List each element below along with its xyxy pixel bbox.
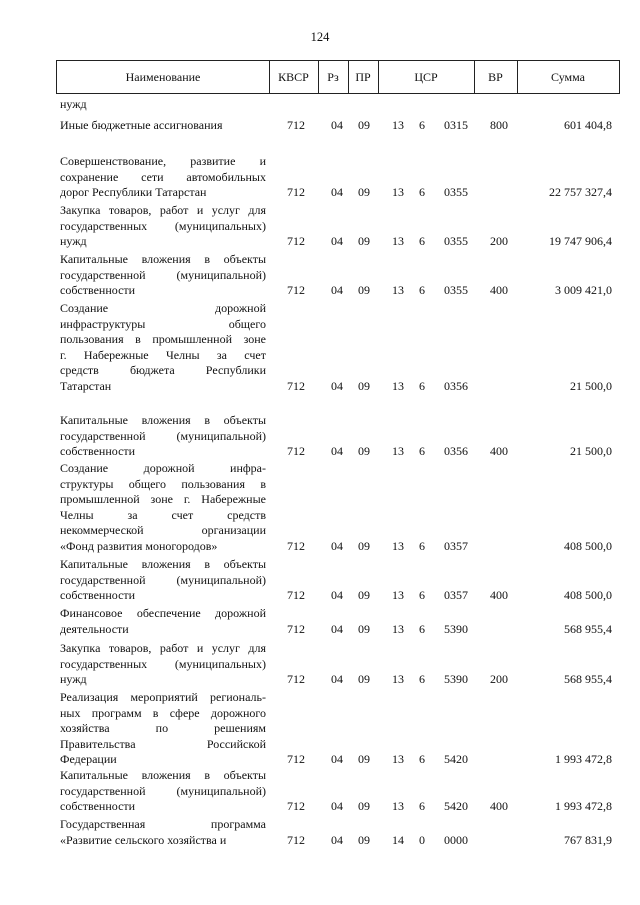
row-name-line: некоммерческой организации [60, 523, 266, 537]
row-pr: 09 [358, 185, 370, 199]
row-name-line: Государственная программа [60, 817, 266, 831]
row-name-line: ных программ в сфере дорожного [60, 705, 266, 720]
row-kvsr: 712 [287, 444, 305, 458]
row-name-line: государственных (муниципальных) [60, 218, 266, 233]
row-name-line: «Фонд развития моногородов» [60, 538, 218, 553]
row-kvsr: 712 [287, 588, 305, 602]
row-name-line: пользования в промышленной зоне [60, 332, 266, 346]
row-name-line: Федерации [60, 752, 117, 766]
row-vr: 400 [490, 444, 508, 458]
row-name-line: «Развитие сельского хозяйства и [60, 832, 227, 847]
row-sum: 22 757 327,4 [549, 185, 612, 199]
row-name-line: Финансовое обеспечение дорожной [60, 606, 266, 620]
row-csr-code: 0356 [444, 378, 468, 393]
row-name [60, 203, 266, 250]
row-pr: 09 [358, 799, 370, 813]
header-sum: Сумма [551, 70, 585, 84]
row-csr-program: 13 [392, 283, 404, 297]
row-csr-program: 13 [392, 588, 404, 602]
row-kvsr: 712 [287, 234, 305, 248]
row-name-line: Челны за счет средств [60, 507, 266, 522]
row-name-line: Правительства Российской [60, 736, 266, 751]
row-name-line: государственной (муниципальной) [60, 572, 266, 587]
row-csr-subprogram: 6 [419, 378, 425, 393]
row-name-line: нужд [60, 234, 87, 248]
row-name-line: деятельности [60, 621, 129, 636]
row-name [60, 690, 266, 768]
row-csr-program: 13 [392, 378, 404, 393]
row-name-line: государственных (муниципальных) [60, 656, 266, 671]
row-name-line: Закупка товаров, работ и услуг для [60, 203, 266, 217]
page-number: 124 [310, 30, 330, 44]
row-name-line: промышленной зоне г. Набережные [60, 492, 266, 506]
row-name-line: хозяйства по решениям [60, 721, 266, 735]
row-pr: 09 [358, 378, 370, 393]
row-csr-code: 0315 [444, 118, 468, 132]
row-pr: 09 [358, 621, 370, 636]
row-csr-program: 13 [392, 672, 404, 686]
row-name-line: Капитальные вложения в объекты [60, 768, 266, 782]
row-kvsr: 712 [287, 752, 305, 766]
row-csr-subprogram: 6 [419, 799, 425, 813]
row-csr-code: 5390 [444, 621, 468, 636]
row-csr-code: 5420 [444, 752, 468, 766]
row-kvsr: 712 [287, 621, 305, 636]
row-kvsr: 712 [287, 283, 305, 297]
row-name-line: Татарстан [60, 378, 112, 393]
row-csr-program: 13 [392, 444, 404, 458]
row-name-line: государственной (муниципальной) [60, 428, 266, 443]
row-csr-code: 0357 [444, 588, 468, 602]
row-pr: 09 [358, 283, 370, 297]
row-pr: 09 [358, 672, 370, 686]
row-csr-program: 13 [392, 799, 404, 813]
row-csr-program: 13 [392, 185, 404, 199]
row-csr-program: 13 [392, 621, 404, 636]
row-sum: 408 500,0 [564, 588, 612, 602]
row-name [60, 641, 266, 688]
row-pr: 09 [358, 118, 370, 132]
row-csr-program: 13 [392, 752, 404, 766]
row-name-line: средств бюджета Республики [60, 363, 266, 377]
row-sum: 601 404,8 [564, 118, 612, 132]
row-sum: 568 955,4 [564, 621, 612, 636]
row-rz: 04 [331, 185, 343, 199]
header-rz: Рз [318, 61, 349, 93]
row-sum: 408 500,0 [564, 538, 612, 553]
row-vr: 800 [490, 118, 508, 132]
row-name-line: Капитальные вложения в объекты [60, 413, 266, 427]
row-rz: 04 [331, 832, 343, 847]
row-rz: 04 [331, 444, 343, 458]
row-sum: 19 747 906,4 [549, 234, 612, 248]
row-name-line: Капитальные вложения в объекты [60, 252, 266, 266]
row-rz: 04 [331, 672, 343, 686]
row-csr-subprogram: 6 [419, 118, 425, 132]
header-kvsr: КВСР [269, 61, 319, 93]
row-kvsr: 712 [287, 118, 305, 132]
row-name [60, 154, 266, 201]
row-vr: 200 [490, 672, 508, 686]
row-csr-code: 0355 [444, 234, 468, 248]
row-kvsr: 712 [287, 832, 305, 847]
row-name-line: Иные бюджетные ассигнования [60, 118, 223, 132]
header-vr: ВР [474, 61, 518, 93]
row-sum: 1 993 472,8 [555, 752, 612, 766]
row-csr-code: 0357 [444, 538, 468, 553]
row-sum: 3 009 421,0 [555, 283, 612, 297]
row-pr: 09 [358, 832, 370, 847]
row-sum: 568 955,4 [564, 672, 612, 686]
row-csr-program: 13 [392, 118, 404, 132]
row-name-line: государственной (муниципальной) [60, 267, 266, 282]
row-vr: 400 [490, 588, 508, 602]
row-csr-code: 0356 [444, 444, 468, 458]
row-csr-subprogram: 6 [419, 752, 425, 766]
row-sum: 1 993 472,8 [555, 799, 612, 813]
row-csr-code: 0000 [444, 832, 468, 847]
row-name-line: Совершенствование, развитие и [60, 154, 266, 168]
row-name [60, 817, 266, 848]
row-name-line: Создание дорожной инфра- [60, 461, 266, 475]
row-name [60, 301, 266, 394]
header-csr: ЦСР [378, 61, 475, 93]
row-vr: 400 [490, 799, 508, 813]
row-pr: 09 [358, 752, 370, 766]
row-name-line: собственности [60, 588, 136, 602]
row-rz: 04 [331, 588, 343, 602]
row-rz: 04 [331, 538, 343, 553]
carry-over-text: нужд [60, 97, 87, 111]
row-csr-program: 14 [392, 832, 404, 847]
row-name [60, 118, 266, 134]
header-name: Наименование [57, 61, 270, 93]
row-name [60, 461, 266, 554]
row-kvsr: 712 [287, 799, 305, 813]
row-rz: 04 [331, 752, 343, 766]
row-name-line: собственности [60, 283, 136, 297]
row-name-line: собственности [60, 799, 136, 813]
row-csr-program: 13 [392, 234, 404, 248]
row-pr: 09 [358, 234, 370, 248]
row-name [60, 557, 266, 604]
row-rz: 04 [331, 621, 343, 636]
row-csr-subprogram: 6 [419, 234, 425, 248]
row-name-line: инфраструктуры общего [60, 316, 266, 331]
row-name-line: собственности [60, 444, 136, 458]
row-vr: 400 [490, 283, 508, 297]
row-csr-code: 5390 [444, 672, 468, 686]
row-sum: 21 500,0 [570, 444, 612, 458]
row-csr-subprogram: 6 [419, 621, 425, 636]
row-kvsr: 712 [287, 378, 305, 393]
row-name-line: дорог Республики Татарстан [60, 185, 207, 199]
row-csr-subprogram: 6 [419, 185, 425, 199]
row-kvsr: 712 [287, 185, 305, 199]
row-kvsr: 712 [287, 538, 305, 553]
row-csr-subprogram: 6 [419, 672, 425, 686]
row-name-line: структуры общего пользования в [60, 476, 266, 491]
row-name [60, 768, 266, 815]
row-rz: 04 [331, 799, 343, 813]
row-pr: 09 [358, 444, 370, 458]
row-csr-subprogram: 6 [419, 588, 425, 602]
row-name-line: Закупка товаров, работ и услуг для [60, 641, 266, 655]
row-name-line: государственной (муниципальной) [60, 783, 266, 798]
row-csr-subprogram: 6 [419, 538, 425, 553]
row-name-line: сохранение сети автомобильных [60, 169, 266, 184]
row-csr-code: 0355 [444, 185, 468, 199]
row-sum: 767 831,9 [564, 832, 612, 847]
row-name-line: нужд [60, 672, 87, 686]
row-name [60, 606, 266, 637]
row-csr-subprogram: 6 [419, 444, 425, 458]
row-csr-subprogram: 0 [419, 832, 425, 847]
table-header [56, 60, 620, 94]
row-csr-subprogram: 6 [419, 283, 425, 297]
row-name [60, 252, 266, 299]
row-rz: 04 [331, 378, 343, 393]
row-sum: 21 500,0 [570, 378, 612, 393]
row-name [60, 413, 266, 460]
row-rz: 04 [331, 118, 343, 132]
row-pr: 09 [358, 588, 370, 602]
row-rz: 04 [331, 234, 343, 248]
row-pr: 09 [358, 538, 370, 553]
row-name-line: Капитальные вложения в объекты [60, 557, 266, 571]
row-kvsr: 712 [287, 672, 305, 686]
header-pr: ПР [348, 61, 379, 93]
row-csr-code: 5420 [444, 799, 468, 813]
row-csr-code: 0355 [444, 283, 468, 297]
row-name-line: Реализация мероприятий региональ- [60, 690, 266, 704]
row-name-line: Создание дорожной [60, 301, 266, 315]
row-vr: 200 [490, 234, 508, 248]
row-csr-program: 13 [392, 538, 404, 553]
row-name-line: г. Набережные Челны за счет [60, 347, 266, 362]
row-rz: 04 [331, 283, 343, 297]
